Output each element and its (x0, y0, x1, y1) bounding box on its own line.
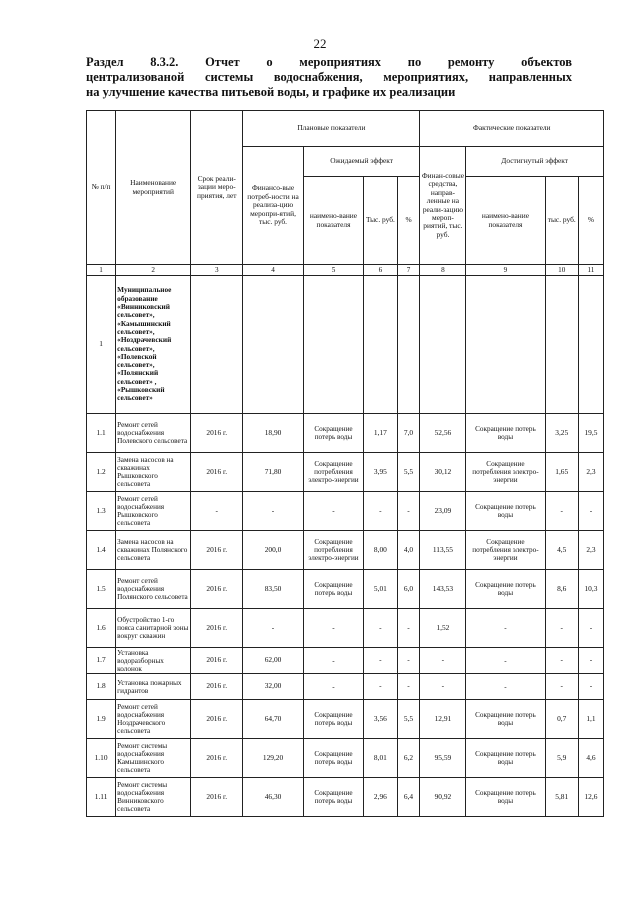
planned-finance: 200,0 (243, 531, 303, 570)
planned-finance: 46,30 (243, 778, 303, 817)
term: 2016 г. (191, 531, 243, 570)
measure-name: Ремонт системы водоснабжения Камышинского сельсовета (116, 739, 191, 778)
column-number: 10 (545, 265, 578, 276)
term: 2016 г. (191, 648, 243, 674)
actual-finance: 143,53 (420, 570, 466, 609)
achieved-indicator: - (466, 648, 545, 674)
table-row (87, 778, 604, 817)
column-number: 8 (420, 265, 466, 276)
measure-name: Установка пожарных гидрантов (116, 674, 191, 700)
achieved-indicator: Сокращение потерь воды (466, 700, 545, 739)
achieved-thousand-rub (545, 276, 578, 414)
planned-percent: - (397, 674, 420, 700)
planned-percent (397, 276, 420, 414)
achieved-percent: - (578, 609, 603, 648)
term: 2016 г. (191, 674, 243, 700)
row-number: 1.1 (87, 414, 116, 453)
actual-finance: 12,91 (420, 700, 466, 739)
achieved-thousand-rub: - (545, 674, 578, 700)
term: - (191, 492, 243, 531)
achieved-thousand-rub: - (545, 648, 578, 674)
planned-indicator: - (303, 674, 363, 700)
planned-finance (243, 276, 303, 414)
header-term: Срок реали-зации меро-приятия, лет (191, 111, 243, 265)
column-number: 9 (466, 265, 545, 276)
column-number: 11 (578, 265, 603, 276)
row-number: 1.2 (87, 453, 116, 492)
planned-percent: 4,0 (397, 531, 420, 570)
planned-indicator (303, 276, 363, 414)
term: 2016 г. (191, 453, 243, 492)
report-table (86, 110, 604, 817)
page-number: 22 (313, 36, 327, 51)
column-number: 4 (243, 265, 303, 276)
section-title (86, 55, 572, 100)
achieved-thousand-rub: 3,25 (545, 414, 578, 453)
planned-thousand-rub (364, 276, 397, 414)
planned-finance: - (243, 609, 303, 648)
planned-finance: 129,20 (243, 739, 303, 778)
planned-finance: 71,80 (243, 453, 303, 492)
actual-finance: 113,55 (420, 531, 466, 570)
planned-indicator: Сокращение потерь воды (303, 739, 363, 778)
row-number: 1 (87, 276, 116, 414)
planned-thousand-rub: 2,96 (364, 778, 397, 817)
column-number: 7 (397, 265, 420, 276)
achieved-indicator: Сокращение потерь воды (466, 739, 545, 778)
table-row (87, 414, 604, 453)
row-number: 1.10 (87, 739, 116, 778)
table-row (87, 570, 604, 609)
achieved-indicator: Сокращение потерь воды (466, 492, 545, 531)
measure-name: Обустройство 1-го пояса санитарной зоны вокруг скважин (116, 609, 191, 648)
planned-finance: 18,90 (243, 414, 303, 453)
planned-indicator: - (303, 609, 363, 648)
measure-name: Ремонт сетей водоснабжения Ноздрачевского сельсовета (116, 700, 191, 739)
header-plan-pct: % (397, 177, 420, 265)
title-line-2: централизованой системы водоснабжения, мероприятиях, направленных (86, 70, 572, 84)
planned-indicator: Сокращение потерь воды (303, 700, 363, 739)
column-number: 1 (87, 265, 116, 276)
header-actual-group: Фактические показатели (420, 111, 604, 147)
table-row (87, 531, 604, 570)
planned-indicator: Сокращение потребления электро-энергии (303, 453, 363, 492)
achieved-percent: 10,3 (578, 570, 603, 609)
measure-name: Установка водоразборных колонок (116, 648, 191, 674)
measure-name: Замена насосов на скважинах Полянского сельсовета (116, 531, 191, 570)
achieved-thousand-rub: 8,6 (545, 570, 578, 609)
term: 2016 г. (191, 778, 243, 817)
planned-percent: 6,0 (397, 570, 420, 609)
achieved-percent: 12,6 (578, 778, 603, 817)
achieved-percent: 19,5 (578, 414, 603, 453)
measure-name: Муниципальное образование «Винниковский сельсовет», «Камышинский сельсовет», «Ноздрачевский сельсовет», «Полевской сельсовет», «Полянский сельсовет» , «Рышковский сельсовет» (116, 276, 191, 414)
row-number: 1.6 (87, 609, 116, 648)
achieved-thousand-rub: 0,7 (545, 700, 578, 739)
actual-finance: 1,52 (420, 609, 466, 648)
column-number: 5 (303, 265, 363, 276)
achieved-percent: 2,3 (578, 531, 603, 570)
header-achieved-effect: Достигнутый эффект (466, 147, 604, 177)
term: 2016 г. (191, 739, 243, 778)
actual-finance: 52,56 (420, 414, 466, 453)
achieved-percent (578, 276, 603, 414)
planned-indicator: Сокращение потребления электро-энергии (303, 531, 363, 570)
header-plan-indicator: наимено-вание показателя (303, 177, 363, 265)
planned-thousand-rub: 8,01 (364, 739, 397, 778)
measure-name: Замена насосов на скважинах Рышковского сельсовета (116, 453, 191, 492)
term: 2016 г. (191, 414, 243, 453)
achieved-percent: - (578, 492, 603, 531)
term: 2016 г. (191, 570, 243, 609)
planned-percent: - (397, 609, 420, 648)
achieved-percent: 4,6 (578, 739, 603, 778)
planned-thousand-rub: 8,00 (364, 531, 397, 570)
actual-finance: - (420, 648, 466, 674)
achieved-indicator: - (466, 674, 545, 700)
planned-indicator: - (303, 492, 363, 531)
row-number: 1.3 (87, 492, 116, 531)
actual-finance: 90,92 (420, 778, 466, 817)
header-name: Наименование мероприятий (116, 111, 191, 265)
achieved-thousand-rub: 5,9 (545, 739, 578, 778)
header-plan-thous: Тыс. руб. (364, 177, 397, 265)
planned-indicator: Сокращение потерь воды (303, 778, 363, 817)
measure-name: Ремонт системы водоснабжения Винниковского сельсовета (116, 778, 191, 817)
table-row (87, 700, 604, 739)
achieved-indicator: Сокращение потребления электро-энергии (466, 453, 545, 492)
planned-thousand-rub: 1,17 (364, 414, 397, 453)
achieved-percent: - (578, 648, 603, 674)
row-number: 1.5 (87, 570, 116, 609)
title-line-3: на улучшение качества питьевой воды, и графике их реализации (86, 85, 456, 99)
term (191, 276, 243, 414)
term: 2016 г. (191, 700, 243, 739)
measure-name: Ремонт сетей водоснабжения Полянского сельсовета (116, 570, 191, 609)
table-row (87, 609, 604, 648)
planned-finance: - (243, 492, 303, 531)
header-fact-indicator: наимено-вание показателя (466, 177, 545, 265)
planned-thousand-rub: - (364, 609, 397, 648)
row-number: 1.8 (87, 674, 116, 700)
planned-thousand-rub: - (364, 648, 397, 674)
table-row (87, 276, 604, 414)
achieved-percent: - (578, 674, 603, 700)
achieved-indicator: Сокращение потерь воды (466, 414, 545, 453)
header-expected-effect: Ожидаемый эффект (303, 147, 420, 177)
column-number: 3 (191, 265, 243, 276)
row-number: 1.7 (87, 648, 116, 674)
achieved-percent: 2,3 (578, 453, 603, 492)
actual-finance: 30,12 (420, 453, 466, 492)
actual-finance: 23,09 (420, 492, 466, 531)
planned-percent: - (397, 492, 420, 531)
achieved-indicator: Сокращение потерь воды (466, 570, 545, 609)
planned-finance: 62,00 (243, 648, 303, 674)
table-row (87, 492, 604, 531)
planned-thousand-rub: - (364, 674, 397, 700)
planned-finance: 64,70 (243, 700, 303, 739)
row-number: 1.11 (87, 778, 116, 817)
planned-thousand-rub: 3,95 (364, 453, 397, 492)
achieved-thousand-rub: 4,5 (545, 531, 578, 570)
header-num: № п/п (87, 111, 116, 265)
header-fact-thous: тыс. руб. (545, 177, 578, 265)
table-row (87, 453, 604, 492)
planned-percent: - (397, 648, 420, 674)
planned-thousand-rub: 3,56 (364, 700, 397, 739)
achieved-percent: 1,1 (578, 700, 603, 739)
achieved-thousand-rub: - (545, 492, 578, 531)
table-row (87, 648, 604, 674)
row-number: 1.4 (87, 531, 116, 570)
table-row (87, 739, 604, 778)
achieved-thousand-rub: 1,65 (545, 453, 578, 492)
title-line-1: Раздел 8.3.2. Отчет о мероприятиях по ремонту объектов (86, 55, 572, 69)
planned-finance: 83,50 (243, 570, 303, 609)
planned-percent: 6,4 (397, 778, 420, 817)
planned-thousand-rub: - (364, 492, 397, 531)
achieved-indicator (466, 276, 545, 414)
achieved-thousand-rub: - (545, 609, 578, 648)
achieved-indicator: Сокращение потребления электро-энергии (466, 531, 545, 570)
row-number: 1.9 (87, 700, 116, 739)
planned-indicator: - (303, 648, 363, 674)
planned-percent: 6,2 (397, 739, 420, 778)
planned-percent: 7,0 (397, 414, 420, 453)
header-fact-pct: % (578, 177, 603, 265)
actual-finance (420, 276, 466, 414)
achieved-thousand-rub: 5,81 (545, 778, 578, 817)
column-number: 2 (116, 265, 191, 276)
actual-finance: - (420, 674, 466, 700)
achieved-indicator: - (466, 609, 545, 648)
measure-name: Ремонт сетей водоснабжения Рышковского сельсовета (116, 492, 191, 531)
planned-thousand-rub: 5,01 (364, 570, 397, 609)
planned-percent: 5,5 (397, 453, 420, 492)
header-plan-finance: Финансо-вые потреб-ности на реализа-цию меропри-ятий, тыс. руб. (243, 147, 303, 265)
planned-indicator: Сокращение потерь воды (303, 414, 363, 453)
term: 2016 г. (191, 609, 243, 648)
measure-name: Ремонт сетей водоснабжения Полевского сельсовета (116, 414, 191, 453)
column-number: 6 (364, 265, 397, 276)
planned-indicator: Сокращение потерь воды (303, 570, 363, 609)
planned-finance: 32,00 (243, 674, 303, 700)
actual-finance: 95,59 (420, 739, 466, 778)
table-row (87, 674, 604, 700)
header-fact-finance: Финан-совые средства, направ-ленные на реали-зацию мероп-риятий, тыс. руб. (420, 147, 466, 265)
planned-percent: 5,5 (397, 700, 420, 739)
achieved-indicator: Сокращение потерь воды (466, 778, 545, 817)
header-planned-group: Плановые показатели (243, 111, 420, 147)
